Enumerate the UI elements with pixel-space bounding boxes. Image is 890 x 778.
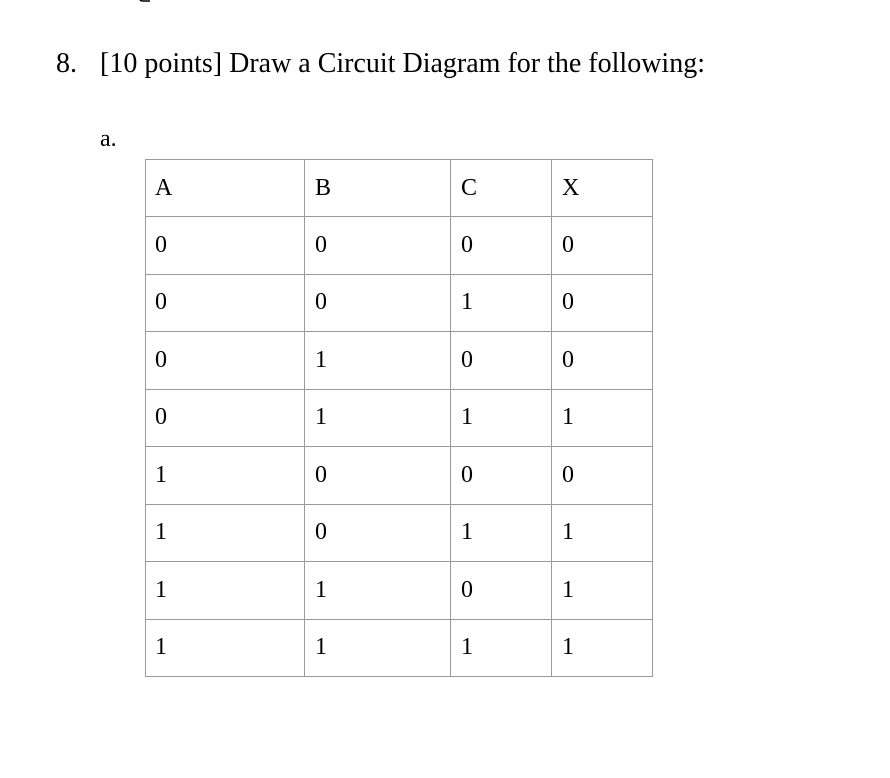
- table-cell: 0: [451, 562, 552, 620]
- table-cell: 1: [305, 389, 451, 447]
- table-cell: 0: [305, 504, 451, 562]
- table-cell: 1: [552, 619, 653, 677]
- table-row: [146, 447, 653, 505]
- table-row: [146, 504, 653, 562]
- table-row: [146, 562, 653, 620]
- question-number: 8.: [56, 48, 77, 79]
- table-cell: 1: [451, 389, 552, 447]
- table-row: [146, 217, 653, 275]
- part-label: a.: [100, 126, 117, 152]
- table-cell: 0: [552, 217, 653, 275]
- table-cell: 0: [146, 332, 305, 390]
- table-cell: 0: [552, 332, 653, 390]
- table-cell: 0: [552, 447, 653, 505]
- table-cell: 1: [146, 562, 305, 620]
- table-cell: 1: [552, 504, 653, 562]
- table-cell: 1: [451, 274, 552, 332]
- header-cell-a: A: [146, 160, 305, 217]
- table-cell: 1: [552, 389, 653, 447]
- table-cell: 1: [451, 619, 552, 677]
- table-cell: 1: [305, 332, 451, 390]
- table-row: [146, 332, 653, 390]
- header-cell-x: X: [552, 160, 653, 217]
- truth-table-header-row: [146, 160, 653, 217]
- table-row: [146, 274, 653, 332]
- question-text: [10 points] Draw a Circuit Diagram for the following:: [100, 48, 705, 79]
- table-cell: 1: [305, 619, 451, 677]
- table-cell: 0: [451, 447, 552, 505]
- table-cell: 0: [305, 447, 451, 505]
- table-cell: 0: [305, 217, 451, 275]
- table-cell: 1: [146, 447, 305, 505]
- table-cell: 0: [451, 217, 552, 275]
- question-heading: [56, 46, 705, 82]
- cropped-glyph-fragment: [138, 0, 152, 6]
- table-cell: 1: [146, 619, 305, 677]
- table-cell: 0: [552, 274, 653, 332]
- header-cell-c: C: [451, 160, 552, 217]
- table-cell: 0: [146, 217, 305, 275]
- table-cell: 1: [552, 562, 653, 620]
- truth-table: [145, 159, 653, 677]
- table-row: [146, 619, 653, 677]
- table-cell: 0: [146, 389, 305, 447]
- table-cell: 0: [451, 332, 552, 390]
- header-cell-b: B: [305, 160, 451, 217]
- table-row: [146, 389, 653, 447]
- table-cell: 0: [305, 274, 451, 332]
- table-cell: 1: [451, 504, 552, 562]
- table-cell: 0: [146, 274, 305, 332]
- table-cell: 1: [305, 562, 451, 620]
- table-cell: 1: [146, 504, 305, 562]
